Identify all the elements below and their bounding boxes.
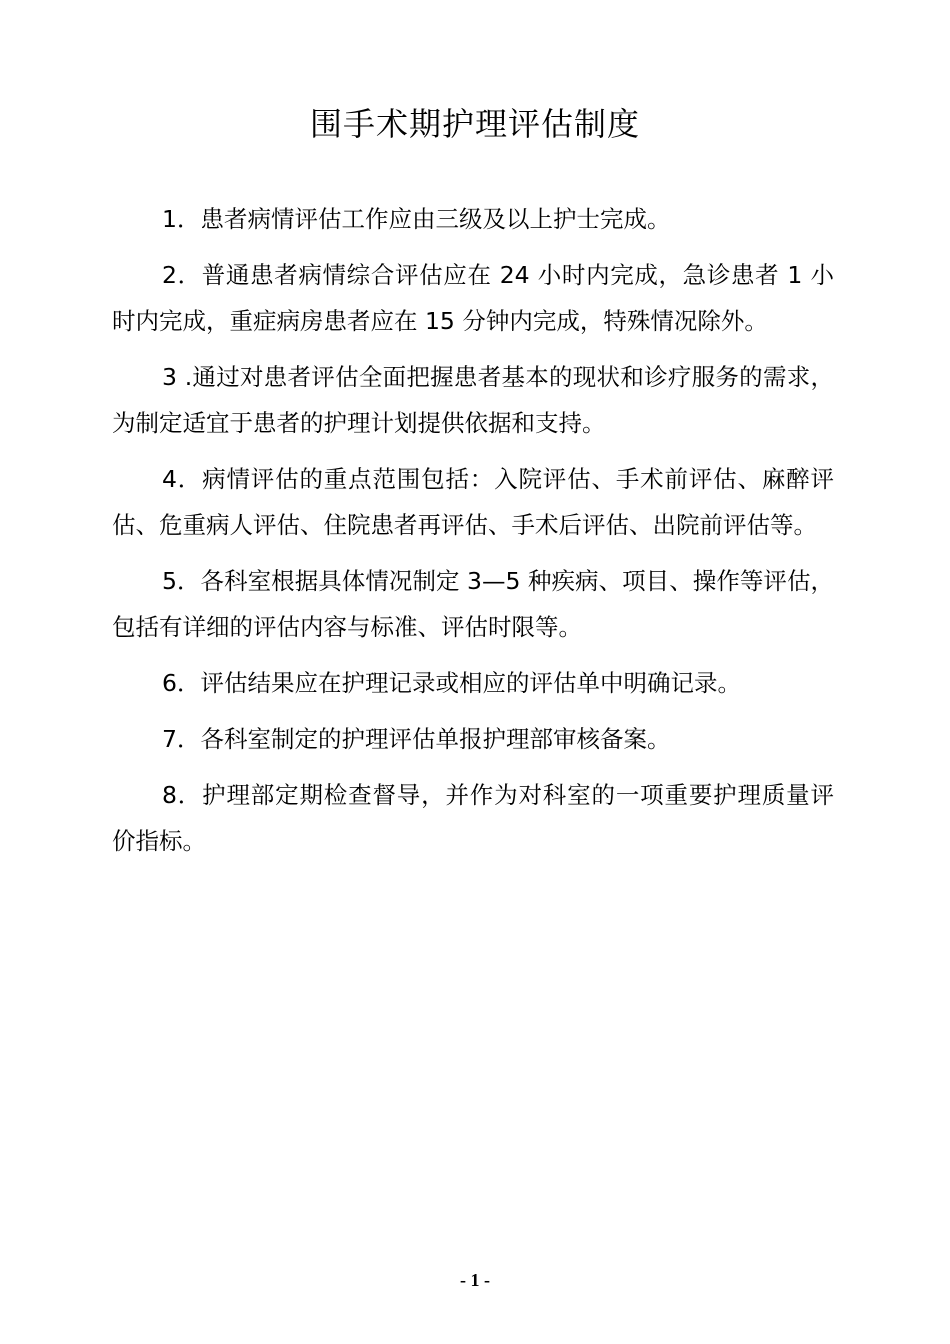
paragraph-3: 3 .通过对患者评估全面把握患者基本的现状和诊疗服务的需求，为制定适宜于患者的护理计划提供依据和支持。: [112, 363, 834, 437]
paragraph-8: 8．护理部定期检查督导，并作为对科室的一项重要护理质量评价指标。: [112, 781, 834, 855]
document-body: [112, 196, 834, 874]
paragraph-7: 7．各科室制定的护理评估单报护理部审核备案。: [162, 725, 671, 753]
paragraph-1: 1．患者病情评估工作应由三级及以上护士完成。: [162, 205, 671, 233]
page-number: - 1 -: [460, 1270, 490, 1290]
paragraph-4: 4．病情评估的重点范围包括：入院评估、手术前评估、麻醉评估、危重病人评估、住院患者再评估、手术后评估、出院前评估等。: [112, 465, 834, 539]
paragraph-2: 2．普通患者病情综合评估应在 24 小时内完成，急诊患者 1 小时内完成，重症病房患者应在 15 分钟内完成，特殊情况除外。: [112, 261, 834, 335]
document-title: 围手术期护理评估制度: [309, 105, 640, 143]
paragraph-5: 5．各科室根据具体情况制定 3—5 种疾病、项目、操作等评估，包括有详细的评估内容与标准、评估时限等。: [112, 567, 834, 641]
paragraph-6: 6．评估结果应在护理记录或相应的评估单中明确记录。: [162, 669, 741, 697]
